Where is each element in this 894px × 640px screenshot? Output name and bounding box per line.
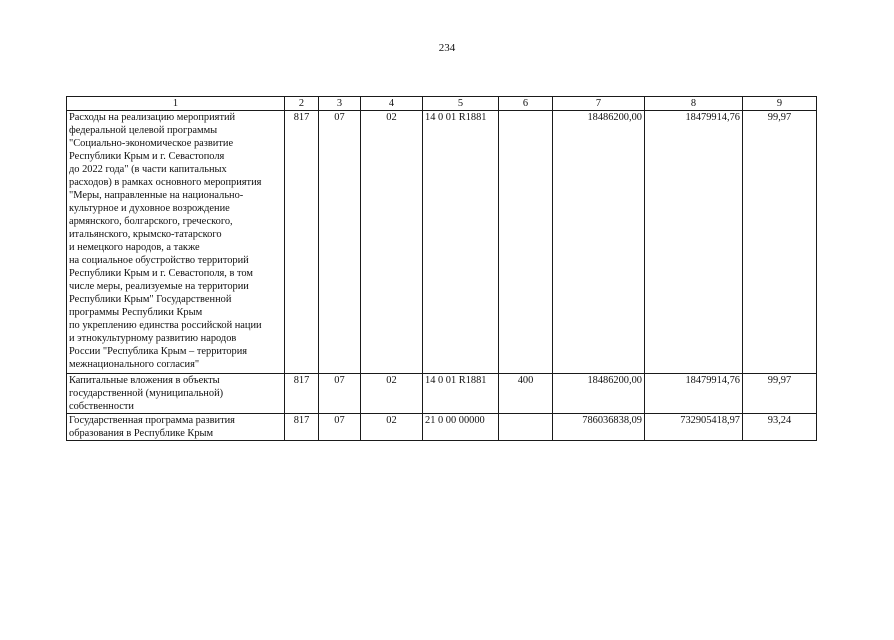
column-header-1: 1 <box>67 97 285 111</box>
cell-target-article: 21 0 00 00000 <box>423 414 499 441</box>
row-description: Капитальные вложения в объекты государственной (муниципальной) собственности <box>67 374 285 414</box>
cell-target-article: 14 0 01 R1881 <box>423 374 499 414</box>
cell-section: 07 <box>319 414 361 441</box>
column-header-5: 5 <box>423 97 499 111</box>
column-header-2: 2 <box>285 97 319 111</box>
cell-actual-amount: 18479914,76 <box>645 111 743 374</box>
cell-subsection: 02 <box>361 414 423 441</box>
table-row <box>67 374 817 414</box>
cell-planned-amount: 18486200,00 <box>553 374 645 414</box>
table-row <box>67 414 817 441</box>
header-row <box>67 97 817 111</box>
cell-section: 07 <box>319 111 361 374</box>
column-header-8: 8 <box>645 97 743 111</box>
cell-percent: 99,97 <box>743 374 817 414</box>
row-description: Государственная программа развития образования в Республике Крым <box>67 414 285 441</box>
column-header-7: 7 <box>553 97 645 111</box>
cell-expense-type <box>499 414 553 441</box>
page-number: 234 <box>438 42 456 54</box>
column-header-6: 6 <box>499 97 553 111</box>
cell-ministry-code: 817 <box>285 414 319 441</box>
cell-planned-amount: 786036838,09 <box>553 414 645 441</box>
cell-ministry-code: 817 <box>285 111 319 374</box>
cell-subsection: 02 <box>361 111 423 374</box>
cell-subsection: 02 <box>361 374 423 414</box>
cell-planned-amount: 18486200,00 <box>553 111 645 374</box>
cell-actual-amount: 732905418,97 <box>645 414 743 441</box>
budget-table <box>66 96 817 441</box>
row-description: Расходы на реализацию мероприятий федеральной целевой программы "Социально-экономическое развитие Республики Крым и г. Севастополя до 2022 года" (в части капитальных расходов) в рамках основного мероприятия "Меры, направленные на национально- культурное и духовное возрождение армянского, болгарского, греческого, итальянского, крымско-татарского и немецкого народов, а также на социальное обустройство территорий Республики Крым и г. Севастополя, в том числе меры, реализуемые на территории Республики Крым" Государственной программы Республики Крым по укреплению единства российской нации и этнокультурному развитию народов России "Республика Крым – территория межнационального согласия" <box>67 111 285 374</box>
cell-percent: 99,97 <box>743 111 817 374</box>
cell-expense-type <box>499 111 553 374</box>
cell-ministry-code: 817 <box>285 374 319 414</box>
cell-expense-type: 400 <box>499 374 553 414</box>
column-header-4: 4 <box>361 97 423 111</box>
table-row <box>67 111 817 374</box>
cell-target-article: 14 0 01 R1881 <box>423 111 499 374</box>
cell-percent: 93,24 <box>743 414 817 441</box>
column-header-3: 3 <box>319 97 361 111</box>
cell-section: 07 <box>319 374 361 414</box>
column-header-9: 9 <box>743 97 817 111</box>
cell-actual-amount: 18479914,76 <box>645 374 743 414</box>
